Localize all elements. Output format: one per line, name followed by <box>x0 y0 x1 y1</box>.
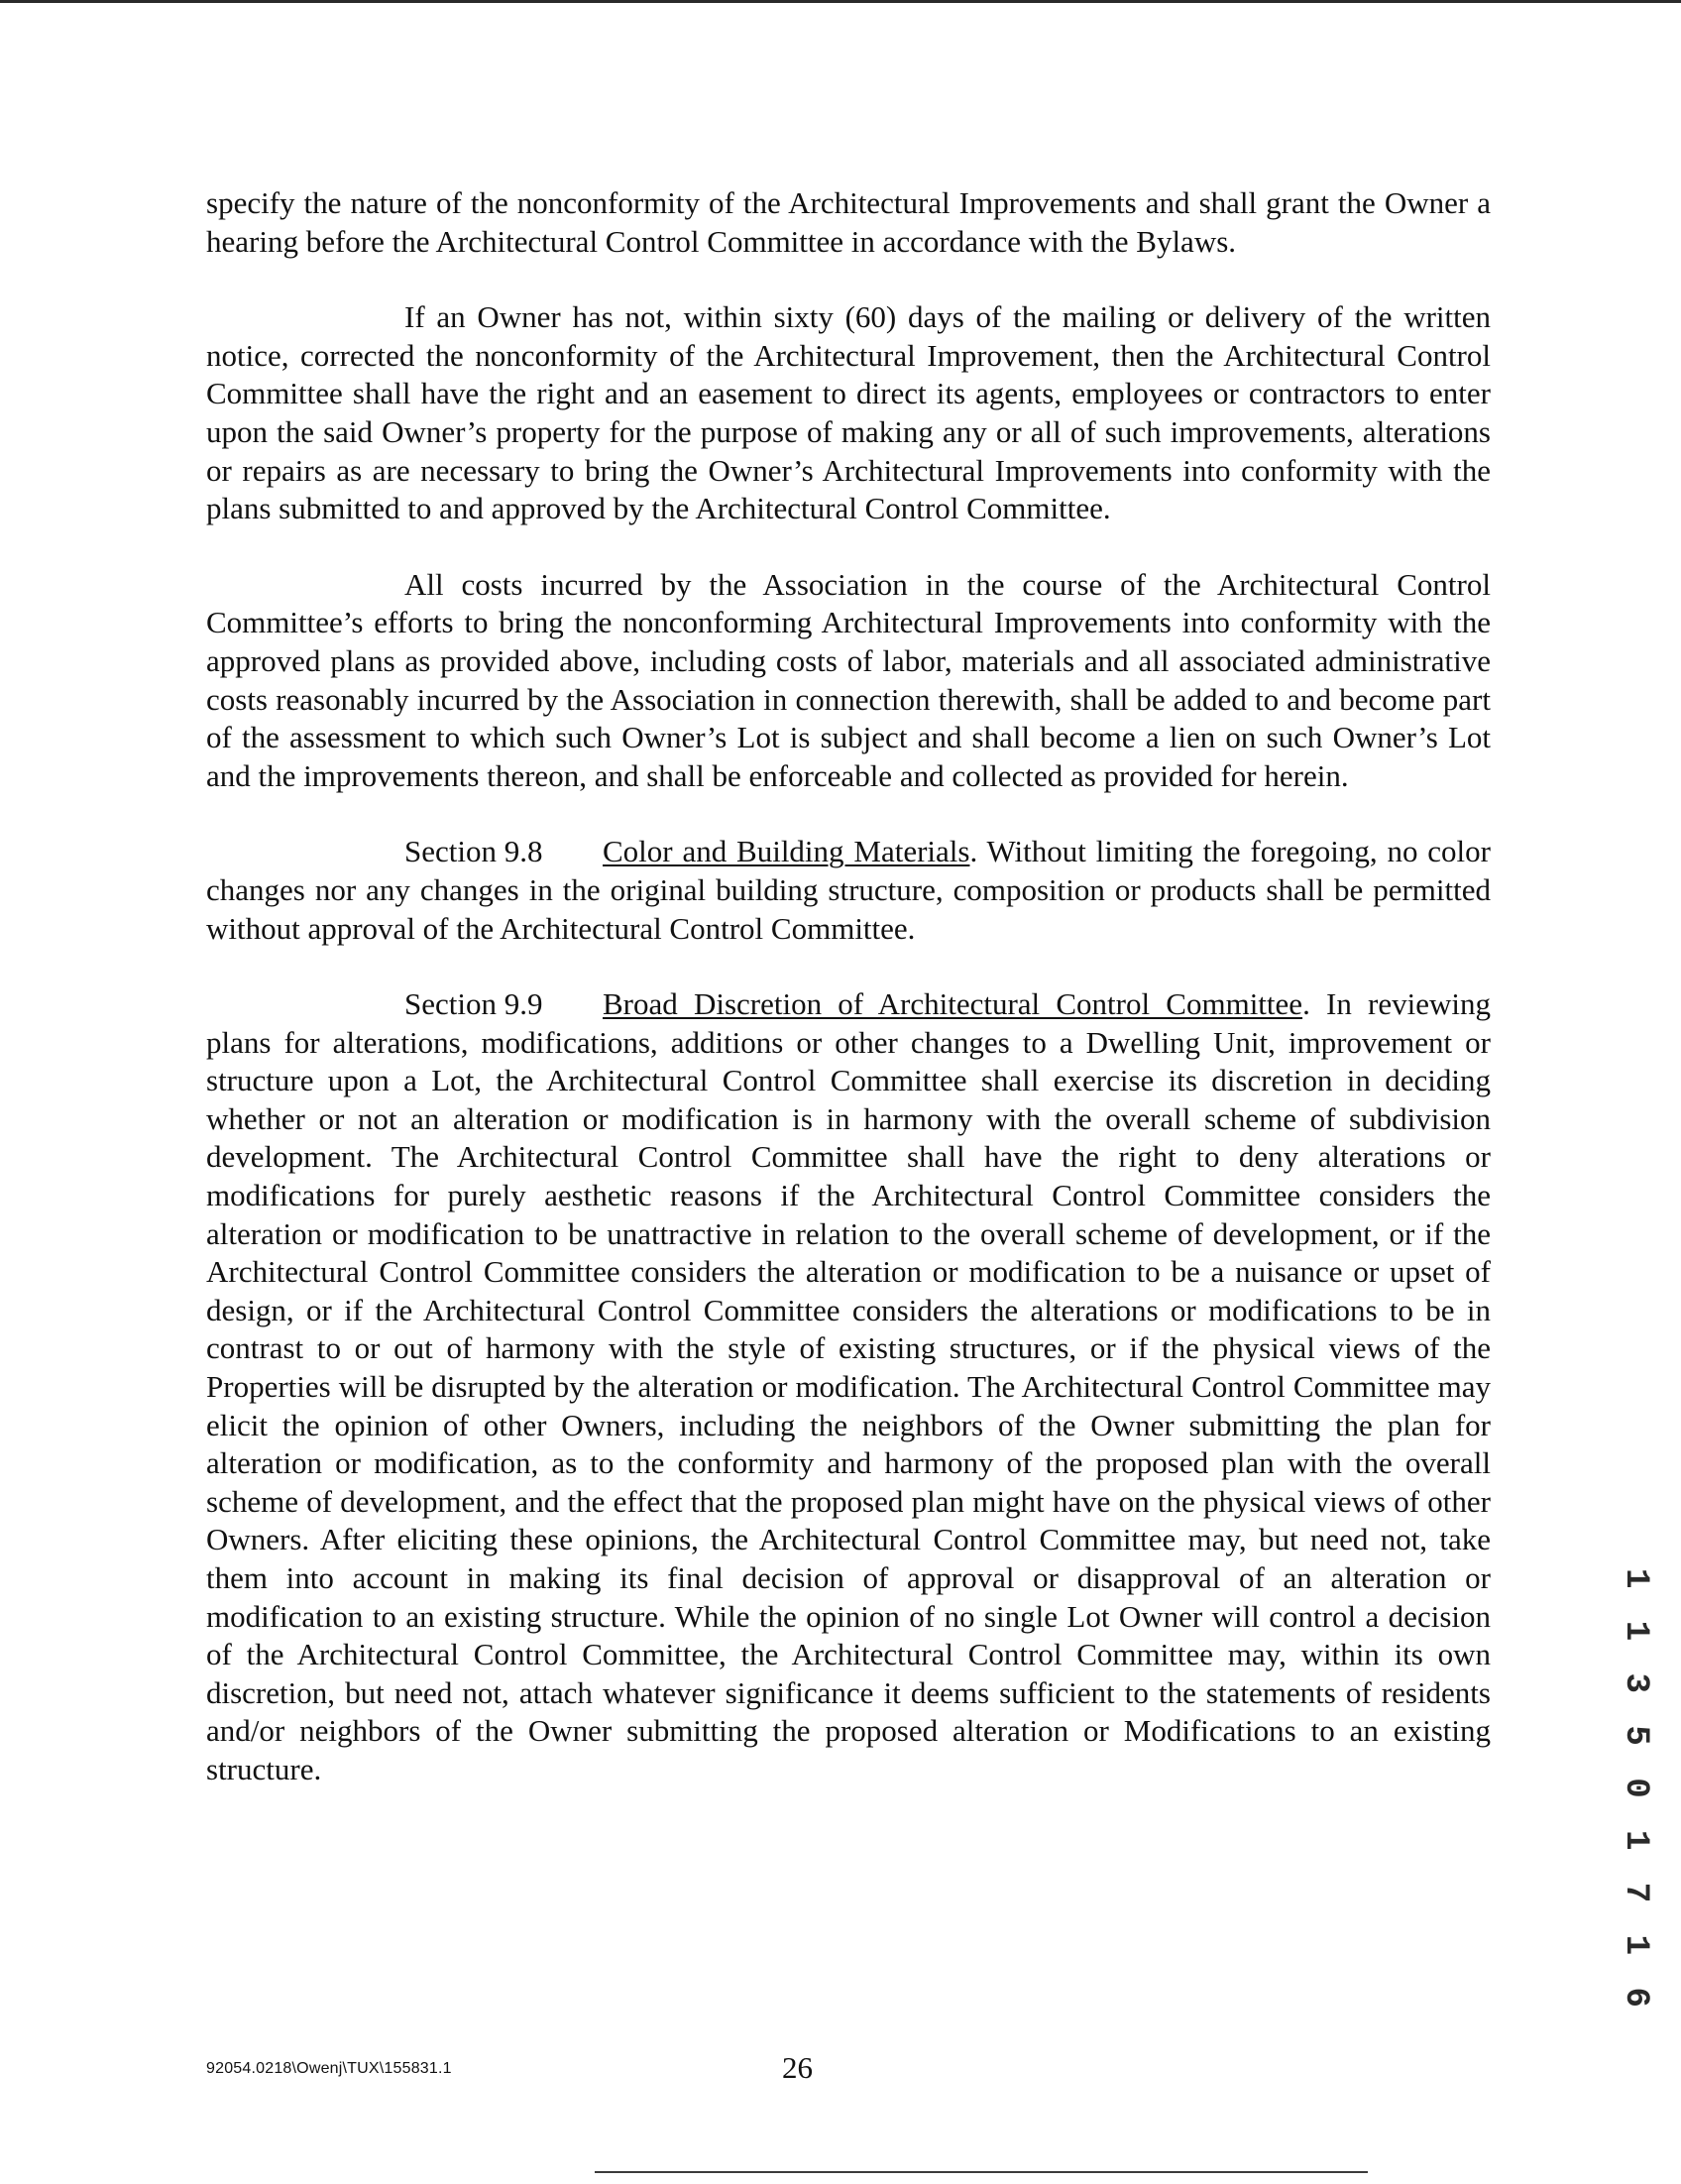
section-9-8-number: Section 9.8 <box>404 834 543 869</box>
section-9-9-number: Section 9.9 <box>404 986 543 1022</box>
paragraph-costs-incurred: All costs incurred by the Association in the course of the Architectural Control Committee’s efforts to bring the nonconforming Architectural Improvements into conformity with the approved plans as provided above, including costs of labor, materials and all associated administrative costs reasonably incurred by the Association in connection therewith, shall be added to and become part of the assessment to which such Owner’s Lot is subject and shall become a lien on such Owner’s Lot and the improvements thereon, and shall be enforceable and collected as provided for herein. <box>206 566 1491 793</box>
section-9-9-body: . In reviewing plans for alterations, modifications, additions or other changes to a Dwelling Unit, improvement or structure upon a Lot, the Architectural Control Committee shall exercise its discretion in deciding whether or not an alteration or modification is in harmony with the overall scheme of subdivision development. The Architectural Control Committee shall have the right to deny alterations or modifications for purely aesthetic reasons if the Architectural Control Committee considers the alteration or modification to be unattractive in relation to the overall scheme of development, or if the Architectural Control Committee considers the alteration or modification to be a nuisance or upset of design, or if the Architectural Control Committee considers the alterations or modifications to be in contrast to or out of harmony with the style of existing structures, or if the physical views of the Properties will be disrupted by the alteration or modification. The Architectural Control Committee may elicit the opinion of other Owners, including the neighbors of the Owner submitting the plan for alteration or modification, as to the conformity and harmony of the proposed plan with the overall scheme of development, and the effect that the proposed plan might have on the physical views of other Owners. After eliciting these opinions, the Architectural Control Committee may, but need not, take them into account in making its final decision of approval or disapproval of an alteration or modification to an existing structure. While the opinion of no single Lot Owner will control a decision of the Architectural Control Committee, the Architectural Control Committee may, within its own discretion, but need not, attach whatever significance it deems sufficient to the statements of residents and/or neighbors of the Owner submitting the proposed alteration or Modifications to an existing structure. <box>206 986 1492 1786</box>
section-9-8-title: Color and Building Materials <box>603 834 970 869</box>
section-9-9-title: Broad Discretion of Architectural Control Committee <box>603 986 1303 1022</box>
section-9-8-body: . Without limiting the foregoing, no color changes nor any changes in the original building structure, composition or products shall be permitted without approval of the Architectural Control Committee. <box>206 834 1491 946</box>
paragraph-continuation: specify the nature of the nonconformity of the Architectural Improvements and shall grant the Owner a hearing before the Architectural Control Committee in accordance with the Bylaws. <box>206 185 1491 259</box>
section-9-9 <box>206 985 1491 1788</box>
bottom-scan-edge <box>595 2171 1368 2173</box>
document-body <box>206 184 1491 1827</box>
paragraph-nonconformity-correction: If an Owner has not, within sixty (60) days of the mailing or delivery of the written notice, corrected the nonconformity of the Architectural Improvement, then the Architectural Control Committee shall have the right and an easement to direct its agents, employees or contractors to enter upon the said Owner’s property for the purpose of making any or all of such improvements, alterations or repairs as are necessary to bring the Owner’s Architectural Improvements into conformity with the plans submitted to and approved by the Architectural Control Committee. <box>206 299 1491 526</box>
recording-stamp <box>1616 1568 1655 2013</box>
footer-file-reference: 92054.0218\Owenj\TUX\155831.1 <box>206 2060 452 2077</box>
page-number: 26 <box>782 2050 813 2085</box>
recording-number: 1 1 3 5 0 1 7 1 6 <box>1617 1568 1654 2013</box>
top-scan-edge <box>0 0 1681 3</box>
section-9-8 <box>206 833 1491 948</box>
